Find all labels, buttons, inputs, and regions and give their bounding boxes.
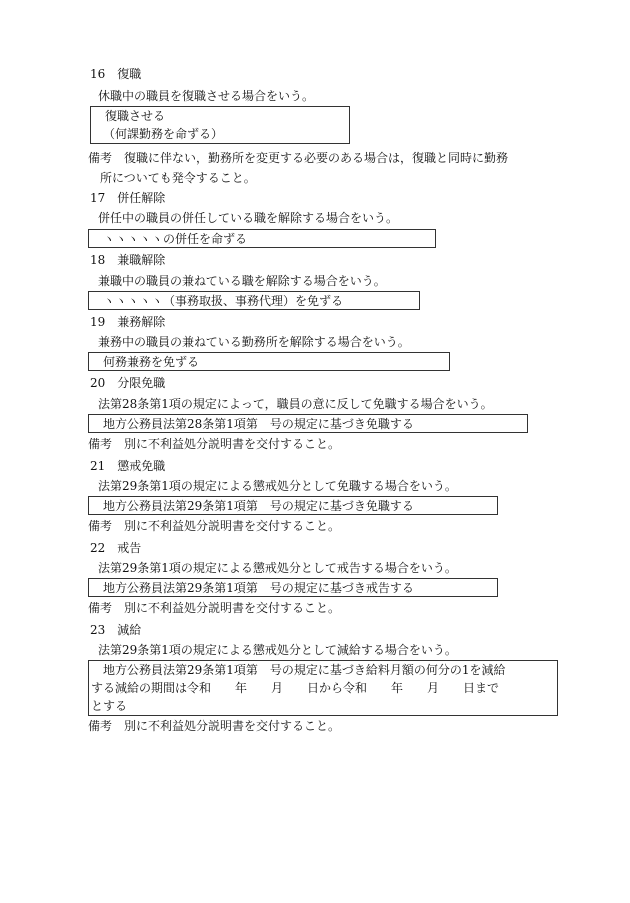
section-19-heading: 19 兼務解除 <box>90 315 166 329</box>
section-18-form-line: ヽヽヽヽヽ（事務取扱、事務代理）を免ずる <box>103 294 344 308</box>
section-23-form-box <box>88 660 558 716</box>
section-16-form-line-2: （何課勤務を命ずる） <box>103 127 224 141</box>
section-20-form-box <box>88 414 528 433</box>
section-19-description: 兼務中の職員の兼ねている勤務所を解除する場合をいう。 <box>98 335 410 349</box>
section-22-form-box <box>88 578 498 597</box>
section-19-form-box <box>88 352 450 371</box>
section-17-form-line: ヽヽヽヽヽの併任を命ずる <box>103 232 248 246</box>
section-20-note: 備考 別に不利益処分説明書を交付すること。 <box>88 437 341 451</box>
section-17-description: 併任中の職員の併任している職を解除する場合をいう。 <box>98 211 399 225</box>
section-18-form-box <box>88 291 420 310</box>
section-23-form-line-3: とする <box>91 699 128 713</box>
section-17-form-box <box>88 229 436 248</box>
section-19-form-line: 何務兼務を免ずる <box>103 355 200 369</box>
section-16-form-line-1: 復職させる <box>105 109 166 123</box>
section-23-form-line-1: 地方公務員法第29条第1項第 号の規定に基づき給料月額の何分の1を減給 <box>103 663 506 677</box>
section-16-description: 休職中の職員を復職させる場合をいう。 <box>98 89 315 103</box>
section-18-description: 兼職中の職員の兼ねている職を解除する場合をいう。 <box>98 274 386 288</box>
section-21-heading: 21 懲戒免職 <box>90 459 166 473</box>
section-21-form-line: 地方公務員法第29条第1項第 号の規定に基づき免職する <box>103 499 414 513</box>
section-21-form-box <box>88 496 498 515</box>
section-23-description: 法第29条第1項の規定による懲戒処分として減給する場合をいう。 <box>98 643 457 657</box>
section-21-description: 法第29条第1項の規定による懲戒処分として免職する場合をいう。 <box>98 479 457 493</box>
section-22-note: 備考 別に不利益処分説明書を交付すること。 <box>88 601 341 615</box>
section-22-description: 法第29条第1項の規定による懲戒処分として戒告する場合をいう。 <box>98 561 457 575</box>
section-18-heading: 18 兼職解除 <box>90 253 166 267</box>
section-22-heading: 22 戒告 <box>90 541 142 555</box>
section-20-description: 法第28条第1項の規定によって，職員の意に反して免職する場合をいう。 <box>98 397 493 411</box>
section-23-note: 備考 別に不利益処分説明書を交付すること。 <box>88 719 341 733</box>
section-17-heading: 17 併任解除 <box>90 191 166 205</box>
section-16-note-line-1: 備考 復職に伴ない，勤務所を変更する必要のある場合は，復職と同時に勤務 <box>88 151 509 165</box>
section-16-form-box <box>90 106 350 144</box>
section-20-form-line: 地方公務員法第28条第1項第 号の規定に基づき免職する <box>103 417 414 431</box>
section-21-note: 備考 別に不利益処分説明書を交付すること。 <box>88 519 341 533</box>
section-22-form-line: 地方公務員法第29条第1項第 号の規定に基づき戒告する <box>103 581 414 595</box>
section-23-form-line-2: する減給の期間は令和 年 月 日から令和 年 月 日まで <box>91 681 500 695</box>
section-20-heading: 20 分限免職 <box>90 376 166 390</box>
section-16-heading: 16 復職 <box>90 67 142 81</box>
section-23-heading: 23 減給 <box>90 623 142 637</box>
section-16-note-line-2: 所についても発令すること。 <box>100 171 256 185</box>
